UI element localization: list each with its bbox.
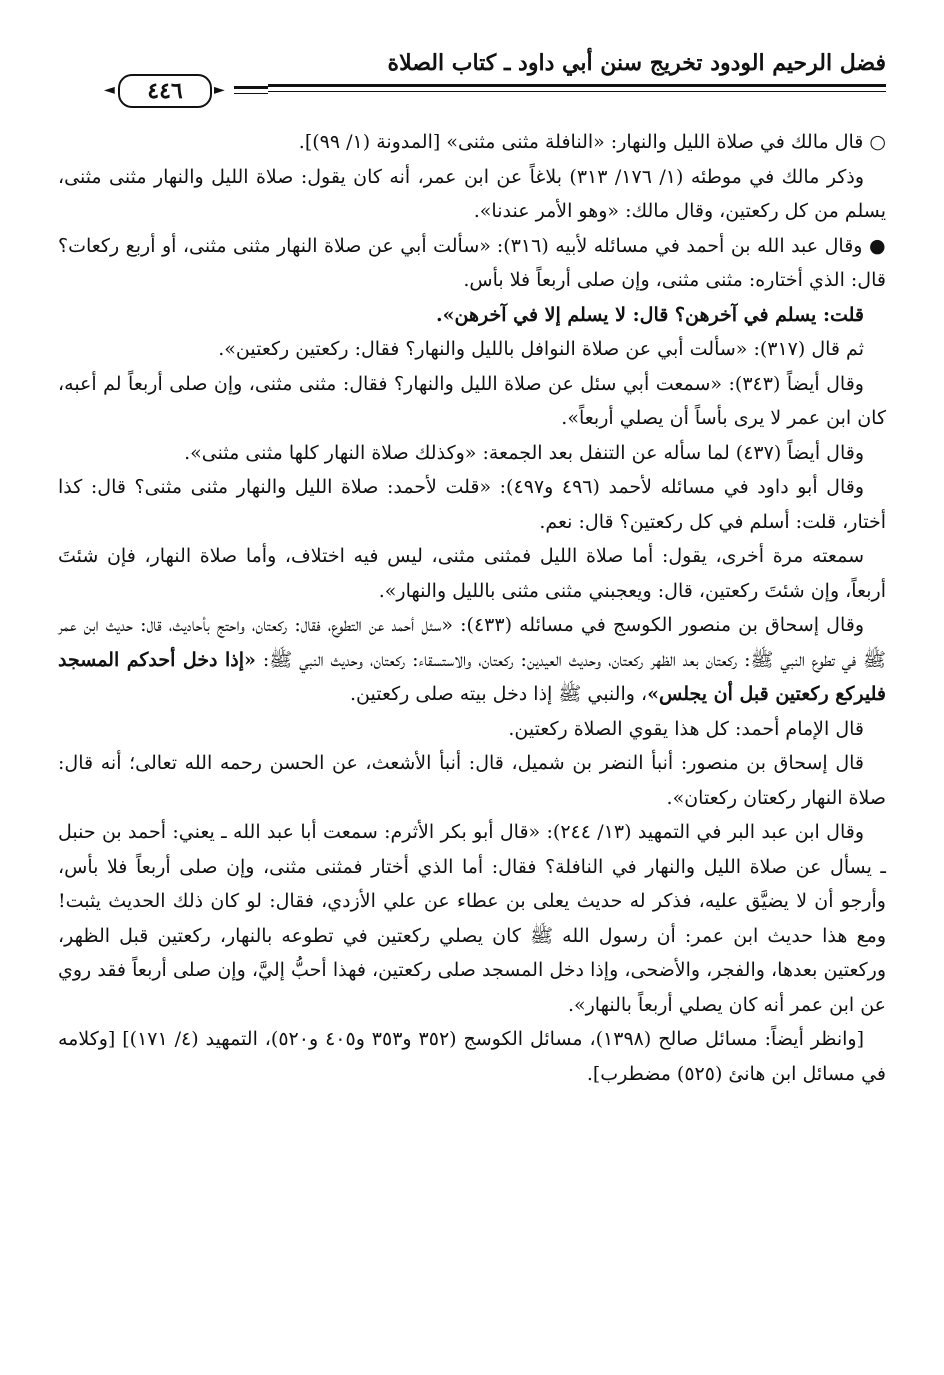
page-body <box>58 125 886 1091</box>
paragraph: وقال أيضاً (٣٤٣): «سمعت أبي سئل عن صلاة الليل والنهار؟ فقال: مثنى مثنى، وإن صلى أربعاً لم أعبه، كان ابن عمر لا يرى بأساً أن يصلي أربعاً». <box>58 372 886 429</box>
paragraph: قال الإمام أحمد: كل هذا يقوي الصلاة ركعتين. <box>508 717 864 740</box>
hadith-quote: «إذا دخل أحدكم المسجد فليركع ركعتين قبل أن يجلس» <box>58 648 886 705</box>
ornament-left-icon: ◄ <box>104 82 115 98</box>
paragraph: قلت: يسلم في آخرهن؟ قال: لا يسلم إلا في آخرهن». <box>436 303 864 326</box>
paragraph: قال إسحاق بن منصور: أنبأ النضر بن شميل، قال: أنبأ الأشعث، عن الحسن رحمه الله تعالى؛ أنه قال: صلاة النهار ركعتان ركعتان». <box>58 752 886 809</box>
paragraph: ثم قال (٣١٧): «سألت أبي عن صلاة النوافل بالليل والنهار؟ فقال: ركعتين ركعتين». <box>218 338 864 360</box>
paragraph-text: ، والنبي ﷺ إذا دخل بيته صلى ركعتين. <box>350 683 648 705</box>
paragraph: ● وقال عبد الله بن أحمد في مسائله لأبيه (٣١٦): «سألت أبي عن صلاة النهار مثنى مثنى، أو أربع ركعات؟ قال: الذي أختاره: مثنى مثنى، وإن صلى أربعاً فلا بأس. <box>58 234 886 291</box>
paragraph <box>58 608 886 712</box>
paragraph: [وانظر أيضاً: مسائل صالح (١٣٩٨)، مسائل الكوسج (٣٥٢ و٣٥٣ و٤٠٥ و٥٢٠)، التمهيد (٤/ ١٧١)] [وكلامه في مسائل ابن هانئ (٥٢٥) مضطرب]. <box>58 1028 886 1085</box>
paragraph: وقال ابن عبد البر في التمهيد (١٣/ ٢٤٤): «قال أبو بكر الأثرم: سمعت أبا عبد الله ـ يعني: أحمد بن حنبل ـ يسأل عن صلاة الليل والنهار في النافلة؟ فقال: أما الذي أختار فمثنى مثنى، وإن صلى أربعاً فلا بأس، وأرجو أن لا يضيَّق عليه، فذكر له حديث يعلى بن عطاء عن علي الأزدي، فقال: لو كان ذلك الحديث يثبت! ومع هذا حديث ابن عمر: أن رسول الله ﷺ كان يصلي ركعتين في تطوعه بالنهار، ركعتين قبل الظهر، وركعتين بعدها، والفجر، والأضحى، وإذا دخل المسجد صلى ركعتين، فهذا أحبُّ إليَّ، وإن صلى أربعاً فقد روي عن ابن عمر أنه كان يصلي أربعاً بالنهار». <box>58 821 886 1016</box>
paragraph: وقال أبو داود في مسائله لأحمد (٤٩٦ و٤٩٧): «قلت لأحمد: صلاة الليل والنهار مثنى مثنى؟ قال: كذا أختار، قلت: أسلم في كل ركعتين؟ قال: نعم. <box>58 476 886 533</box>
ornament-right-icon: ► <box>214 82 225 98</box>
page-number-ornament <box>58 74 268 108</box>
paragraph: وذكر مالك في موطئه (١/ ١٧٦/ ٣١٣) بلاغاً عن ابن عمر، أنه كان يقول: صلاة الليل والنهار مثنى مثنى، يسلم من كل ركعتين، وقال مالك: «وهو الأمر عندنا». <box>58 165 886 222</box>
page-header <box>58 50 886 110</box>
page-number: ٤٤٦ <box>118 74 212 108</box>
running-title: فضل الرحيم الودود تخريج سنن أبي داود ـ كتاب الصلاة <box>387 50 886 76</box>
paragraph: ○ قال مالك في صلاة الليل والنهار: «النافلة مثنى مثنى» [المدونة (١/ ٩٩)]. <box>298 131 886 153</box>
paragraph: سمعته مرة أخرى، يقول: أما صلاة الليل فمثنى مثنى، ليس فيه اختلاف، وأما صلاة النهار، فإن شئتَ أربعاً، وإن شئتَ ركعتين، قال: ويعجبني مثنى مثنى بالليل والنهار». <box>58 545 886 602</box>
ornament-rule-thick <box>234 86 268 89</box>
paragraph: وقال أيضاً (٤٣٧) لما سأله عن التنفل بعد الجمعة: «وكذلك صلاة النهار كلها مثنى مثنى». <box>184 441 864 464</box>
ornament-rule-thin <box>234 93 268 94</box>
paragraph-text: وقال إسحاق بن منصور الكوسج في مسائله (٤٣٣): «سئل أحمد عن التطوع، فقال: ركعتان، واحتج بأحاديث، قال: حديث ابن عمر ﷺ في تطوع النبي ﷺ: ركعتان بعد الظهر ركعتان، وحديث العيدين: ركعتان، والاستسقاء: ركعتان، وحديث النبي ﷺ: <box>58 614 887 671</box>
